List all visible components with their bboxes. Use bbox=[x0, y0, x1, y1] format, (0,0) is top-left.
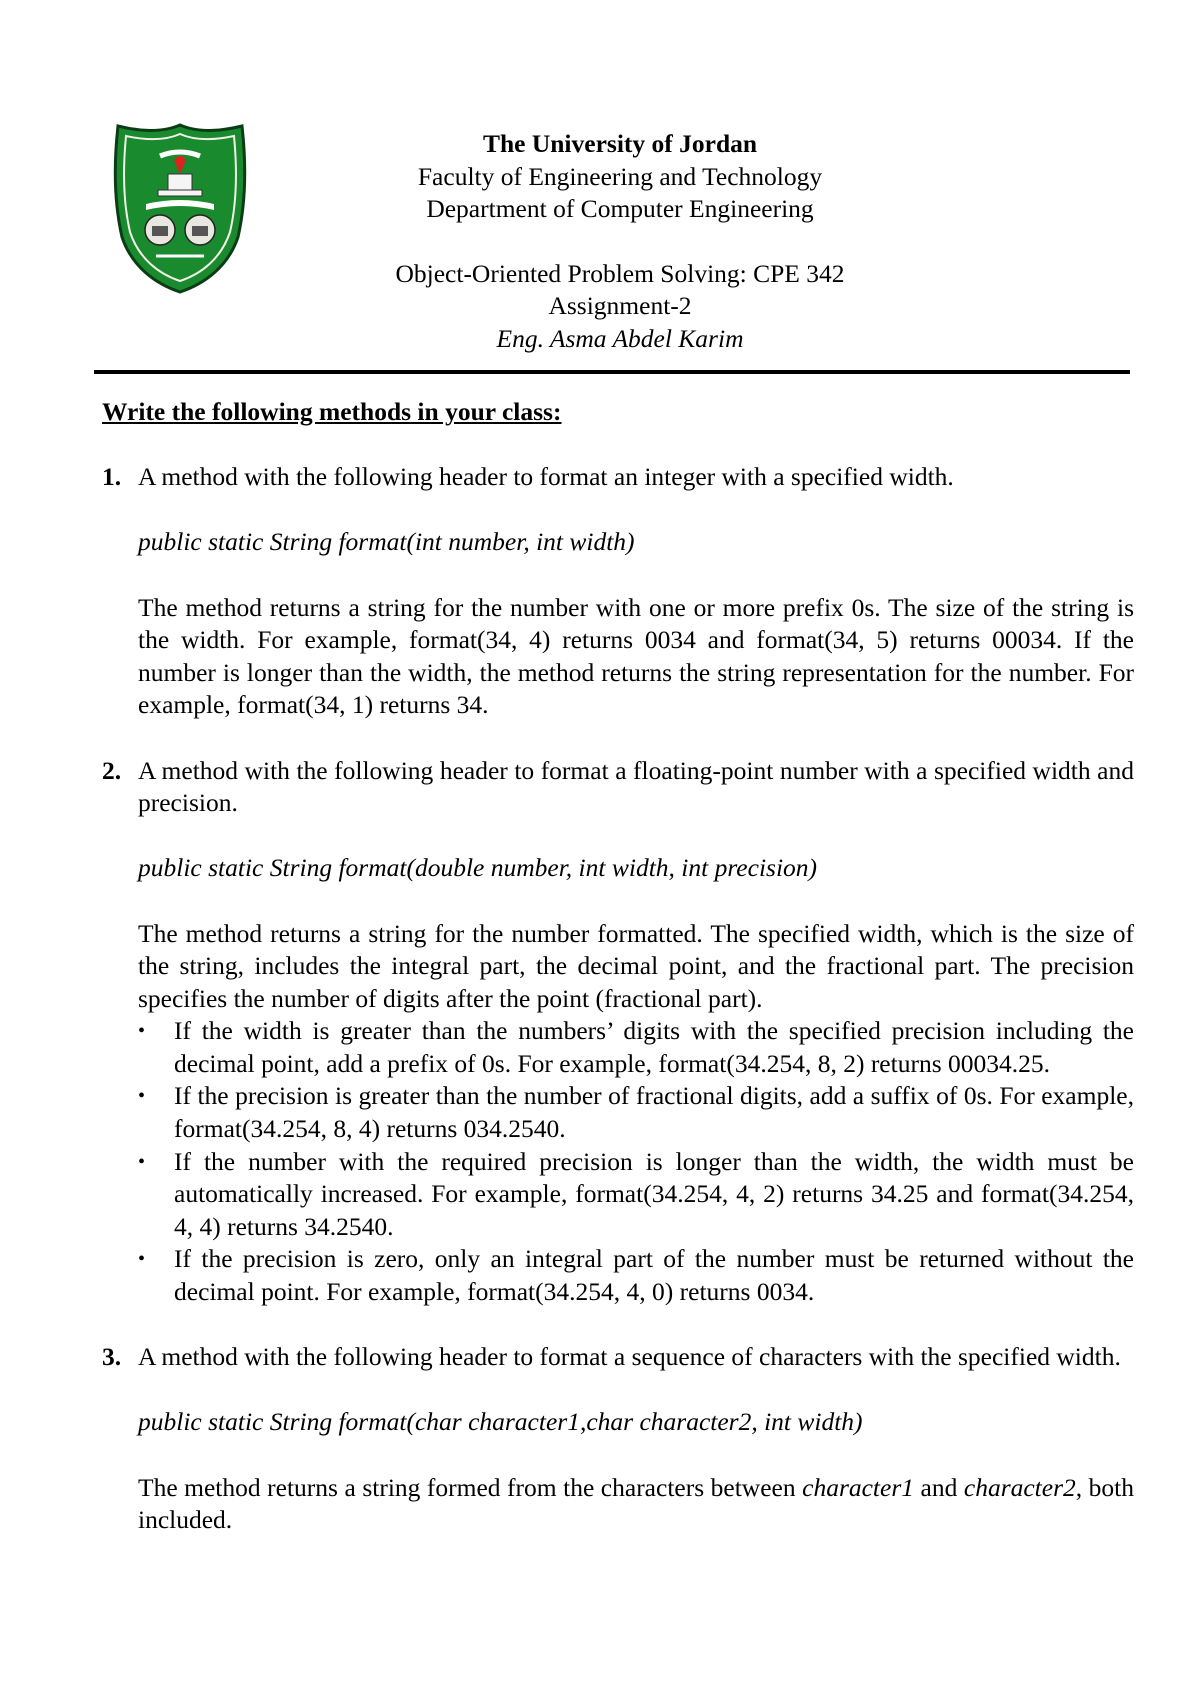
task-description: The method returns a string for the number with one or more prefix 0s. The size of the string is the width. For example, format(34, 4) returns 0034 and format(34, 5) returns 00034. If the number is longer than the width, the method returns the string representation for the number. For example, format(34, 1) returns 34. bbox=[138, 592, 1134, 720]
university-crest-logo bbox=[112, 122, 248, 294]
course-title: Object-Oriented Problem Solving: CPE 342 bbox=[395, 258, 845, 288]
parameter-name: character1 bbox=[802, 1472, 915, 1502]
bullet-icon: • bbox=[138, 1085, 146, 1108]
task-intro: A method with the following header to format a floating-point number with a specified width and precision. bbox=[138, 755, 1134, 818]
description-text: and bbox=[914, 1472, 964, 1502]
task-item-1 bbox=[102, 461, 1134, 722]
task-description: The method returns a string for the number formatted. The specified width, which is the size of the string, includes the integral part, the decimal point, and the fractional part. The precision specifies the number of digits after the point (fractional part). bbox=[138, 918, 1134, 1013]
list-item bbox=[138, 1243, 1134, 1308]
list-item-text: If the precision is zero, only an integral part of the number must be returned without the decimal point. For example, format(34.254, 4, 0) returns 0034. bbox=[174, 1244, 1134, 1307]
task-item-2 bbox=[102, 755, 1134, 1309]
document-header bbox=[310, 128, 930, 355]
task-description bbox=[138, 1472, 1134, 1537]
department-name: Department of Computer Engineering bbox=[426, 194, 814, 223]
header-divider bbox=[94, 370, 1130, 374]
rule-list bbox=[138, 1015, 1134, 1308]
bullet-icon: • bbox=[138, 1150, 146, 1173]
university-name: The University of Jordan bbox=[482, 129, 758, 158]
task-item-3 bbox=[102, 1341, 1134, 1537]
assignment-body bbox=[102, 396, 1134, 1537]
instructions-heading: Write the following methods in your class: bbox=[102, 397, 562, 426]
task-number: 1. bbox=[102, 462, 122, 492]
list-item-text: If the precision is greater than the number of fractional digits, add a suffix of 0s. For example, format(34.254, 8, 4) returns 034.2540. bbox=[174, 1081, 1134, 1144]
method-signature: public static String format(int number, int width) bbox=[138, 527, 635, 557]
method-signature: public static String format(char character1,char character2, int width) bbox=[138, 1407, 863, 1437]
assignment-title: Assignment-2 bbox=[548, 291, 692, 320]
description-text: The method returns a string formed from the characters between bbox=[138, 1472, 803, 1502]
task-number: 3. bbox=[102, 1342, 122, 1372]
faculty-name: Faculty of Engineering and Technology bbox=[417, 161, 823, 191]
task-number: 2. bbox=[102, 755, 122, 785]
list-item bbox=[138, 1146, 1134, 1244]
task-intro: A method with the following header to format an integer with a specified width. bbox=[138, 462, 954, 492]
description-text: , both included. bbox=[138, 1472, 1134, 1535]
bullet-icon: • bbox=[138, 1020, 146, 1043]
list-item bbox=[138, 1080, 1134, 1145]
method-signature: public static String format(double number, int width, int precision) bbox=[138, 853, 818, 883]
bullet-icon: • bbox=[138, 1248, 146, 1271]
list-item-text: If the width is greater than the numbers’ digits with the specified precision including the decimal point, add a prefix of 0s. For example, format(34.254, 8, 2) returns 00034.25. bbox=[174, 1016, 1134, 1078]
list-item bbox=[138, 1015, 1134, 1080]
task-intro: A method with the following header to format a sequence of characters with the specified width. bbox=[138, 1342, 1121, 1372]
list-item-text: If the number with the required precision is longer than the width, the width must be automatically increased. For example, format(34.254, 4, 2) returns 34.25 and format(34.254, 4, 4) returns 34.2540. bbox=[174, 1146, 1134, 1241]
instructor-name: Eng. Asma Abdel Karim bbox=[496, 323, 744, 353]
parameter-name: character2 bbox=[963, 1472, 1076, 1502]
